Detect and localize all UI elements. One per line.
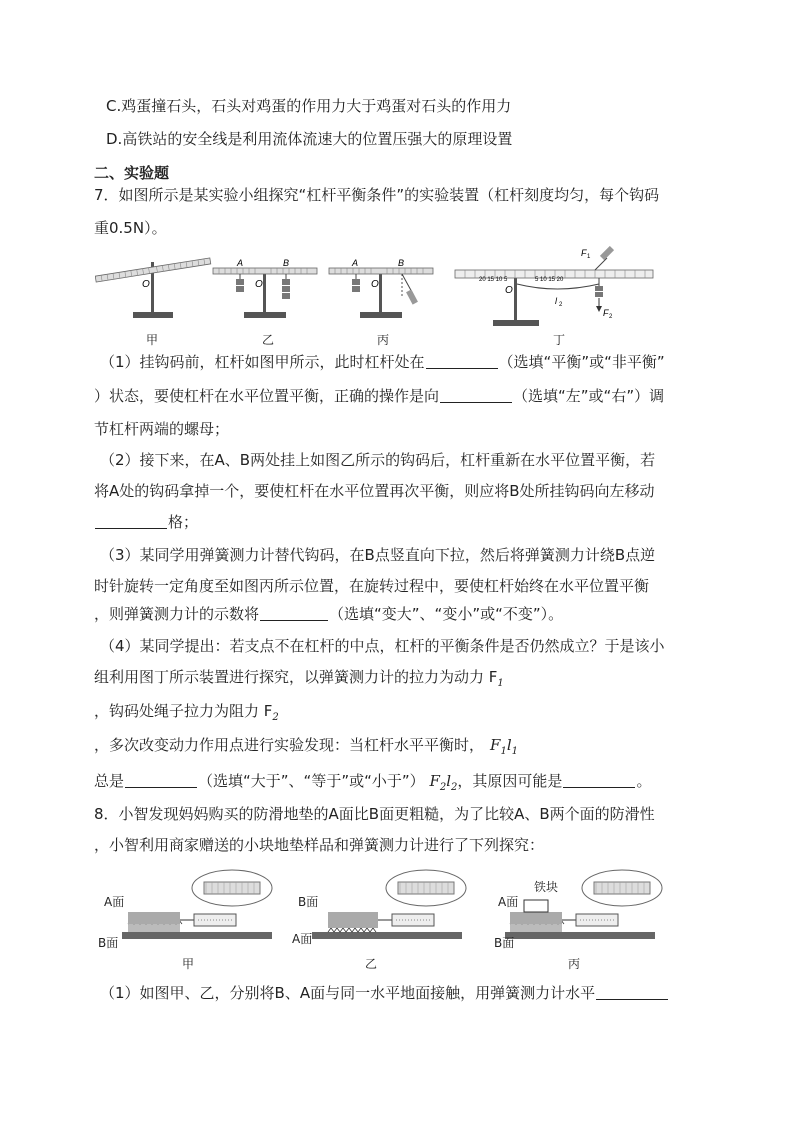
svg-text:A: A bbox=[237, 258, 244, 268]
q8-intro-1: 8．小智发现妈妈购买的防滑地垫的A面比B面更粗糙，为了比较A、B两个面的防滑性 bbox=[94, 805, 655, 823]
section-title: 二、实验题 bbox=[94, 164, 170, 182]
fig-label-yi: 乙 bbox=[262, 333, 275, 347]
svg-text:1: 1 bbox=[587, 254, 591, 260]
q8-label-b-face-bing: B面 bbox=[494, 936, 515, 950]
q8-label-a-face-jia: A面 bbox=[104, 895, 125, 909]
lever-figure-jia bbox=[95, 258, 211, 318]
answer-blank-1[interactable] bbox=[426, 353, 498, 369]
answer-blank-7[interactable] bbox=[596, 984, 668, 1000]
q7-figure bbox=[95, 246, 675, 332]
friction-figure-yi bbox=[312, 870, 466, 939]
q7-part1-line3: 节杠杆两端的螺母； bbox=[94, 420, 230, 438]
lever-figure-yi bbox=[213, 258, 317, 318]
q7-part4-line1: （4）某同学提出：若支点不在杠杆的中点，杠杆的平衡条件是否仍然成立？于是该小 bbox=[100, 637, 665, 655]
q8-label-iron-block: 铁块 bbox=[534, 880, 559, 894]
q8-label-b-face-jia: B面 bbox=[98, 936, 119, 950]
q7-part3-line1: （3）某同学用弹簧测力计替代钩码，在B点竖直向下拉，然后将弹簧测力计绕B点逆 bbox=[100, 546, 656, 564]
friction-figure-bing bbox=[505, 870, 662, 939]
q7-part4-line3: ，钩码处绳子拉力为阻力 $F_2$ bbox=[94, 702, 279, 723]
q8-label-b-face-yi: B面 bbox=[298, 895, 319, 909]
svg-text:5 10 15 20: 5 10 15 20 bbox=[535, 277, 564, 283]
q8-label-a-face-bing: A面 bbox=[498, 895, 519, 909]
svg-text:O: O bbox=[142, 279, 150, 290]
fig-label-ding: 丁 bbox=[553, 333, 566, 347]
fig-label-jia: 甲 bbox=[146, 333, 159, 347]
q7-part3-line3: ，则弹簧测力计的示数将 （选填“变大”、“变小”或“不变”）。 bbox=[94, 605, 564, 623]
answer-blank-4[interactable] bbox=[260, 605, 328, 621]
svg-text:F: F bbox=[581, 248, 587, 258]
q8-fig-label-jia: 甲 bbox=[182, 957, 195, 971]
svg-text:O: O bbox=[255, 279, 263, 290]
svg-text:O: O bbox=[505, 285, 513, 296]
svg-text:2: 2 bbox=[559, 302, 563, 308]
answer-blank-6[interactable] bbox=[563, 772, 635, 788]
svg-text:2: 2 bbox=[609, 314, 613, 320]
q7-part4-line5: 总是 （选填“大于”、“等于”或“小于”） $F_2l_2$，其原因可能是 。 bbox=[94, 772, 652, 793]
svg-text:B: B bbox=[283, 258, 290, 268]
svg-text:B: B bbox=[398, 258, 405, 268]
q7-part4-line2: 组利用图丁所示装置进行探究，以弹簧测力计的拉力为动力 $F_1$ bbox=[94, 668, 504, 689]
svg-text:A: A bbox=[352, 258, 359, 268]
answer-blank-2[interactable] bbox=[440, 387, 512, 403]
option-d: D.高铁站的安全线是利用流体流速大的位置压强大的原理设置 bbox=[106, 130, 513, 148]
q8-part1-line1: （1）如图甲、乙，分别将B、A面与同一水平地面接触，用弹簧测力计水平 bbox=[100, 983, 669, 1003]
q8-fig-label-bing: 丙 bbox=[568, 957, 581, 971]
q7-intro-1: 7．如图所示是某实验小组探究“杠杆平衡条件”的实验装置（杠杆刻度均匀，每个钩码 bbox=[94, 186, 660, 204]
friction-figure-jia bbox=[122, 870, 272, 939]
q7-part3-line2: 时针旋转一定角度至如图丙所示位置，在旋转过程中，要使杠杆始终在水平位置平衡 bbox=[94, 577, 650, 595]
q8-label-a-face-yi: A面 bbox=[292, 932, 313, 946]
option-c: C.鸡蛋撞石头，石头对鸡蛋的作用力大于鸡蛋对石头的作用力 bbox=[106, 97, 512, 115]
q8-fig-label-yi: 乙 bbox=[365, 957, 378, 971]
q7-part2-line2: 将A处的钩码拿掉一个，要使杠杆在水平位置再次平衡，则应将B处所挂钩码向左移动 bbox=[94, 482, 655, 500]
q8-figure bbox=[100, 868, 690, 956]
fig-label-bing: 丙 bbox=[377, 333, 390, 347]
q7-part2-line3: 格； bbox=[94, 512, 198, 532]
q7-part1-line2: ）状态，要使杠杆在水平位置平衡，正确的操作是向 （选填“左”或“右”）调 bbox=[94, 387, 665, 405]
lever-figure-bing bbox=[329, 258, 433, 318]
q7-part2-line1: （2）接下来，在A、B两处挂上如图乙所示的钩码后，杠杆重新在水平位置平衡，若 bbox=[100, 451, 656, 469]
q8-intro-2: ，小智利用商家赠送的小块地垫样品和弹簧测力计进行了下列探究： bbox=[94, 836, 545, 854]
q7-part1-line1: （1）挂钩码前，杠杆如图甲所示，此时杠杆处在 （选填“平衡”或“非平衡” bbox=[100, 353, 665, 371]
answer-blank-5[interactable] bbox=[125, 772, 197, 788]
lever-figure-ding bbox=[455, 246, 653, 326]
svg-text:l: l bbox=[555, 296, 557, 306]
svg-text:F: F bbox=[603, 308, 609, 318]
svg-text:O: O bbox=[371, 279, 379, 290]
q7-part4-line4: ，多次改变动力作用点进行实验发现：当杠杆水平平衡时， $F_1l_1$ bbox=[94, 736, 518, 757]
svg-text:20 15 10 5: 20 15 10 5 bbox=[479, 277, 508, 283]
answer-blank-3[interactable] bbox=[95, 513, 167, 529]
q7-intro-2: 重0.5N）。 bbox=[94, 219, 167, 237]
